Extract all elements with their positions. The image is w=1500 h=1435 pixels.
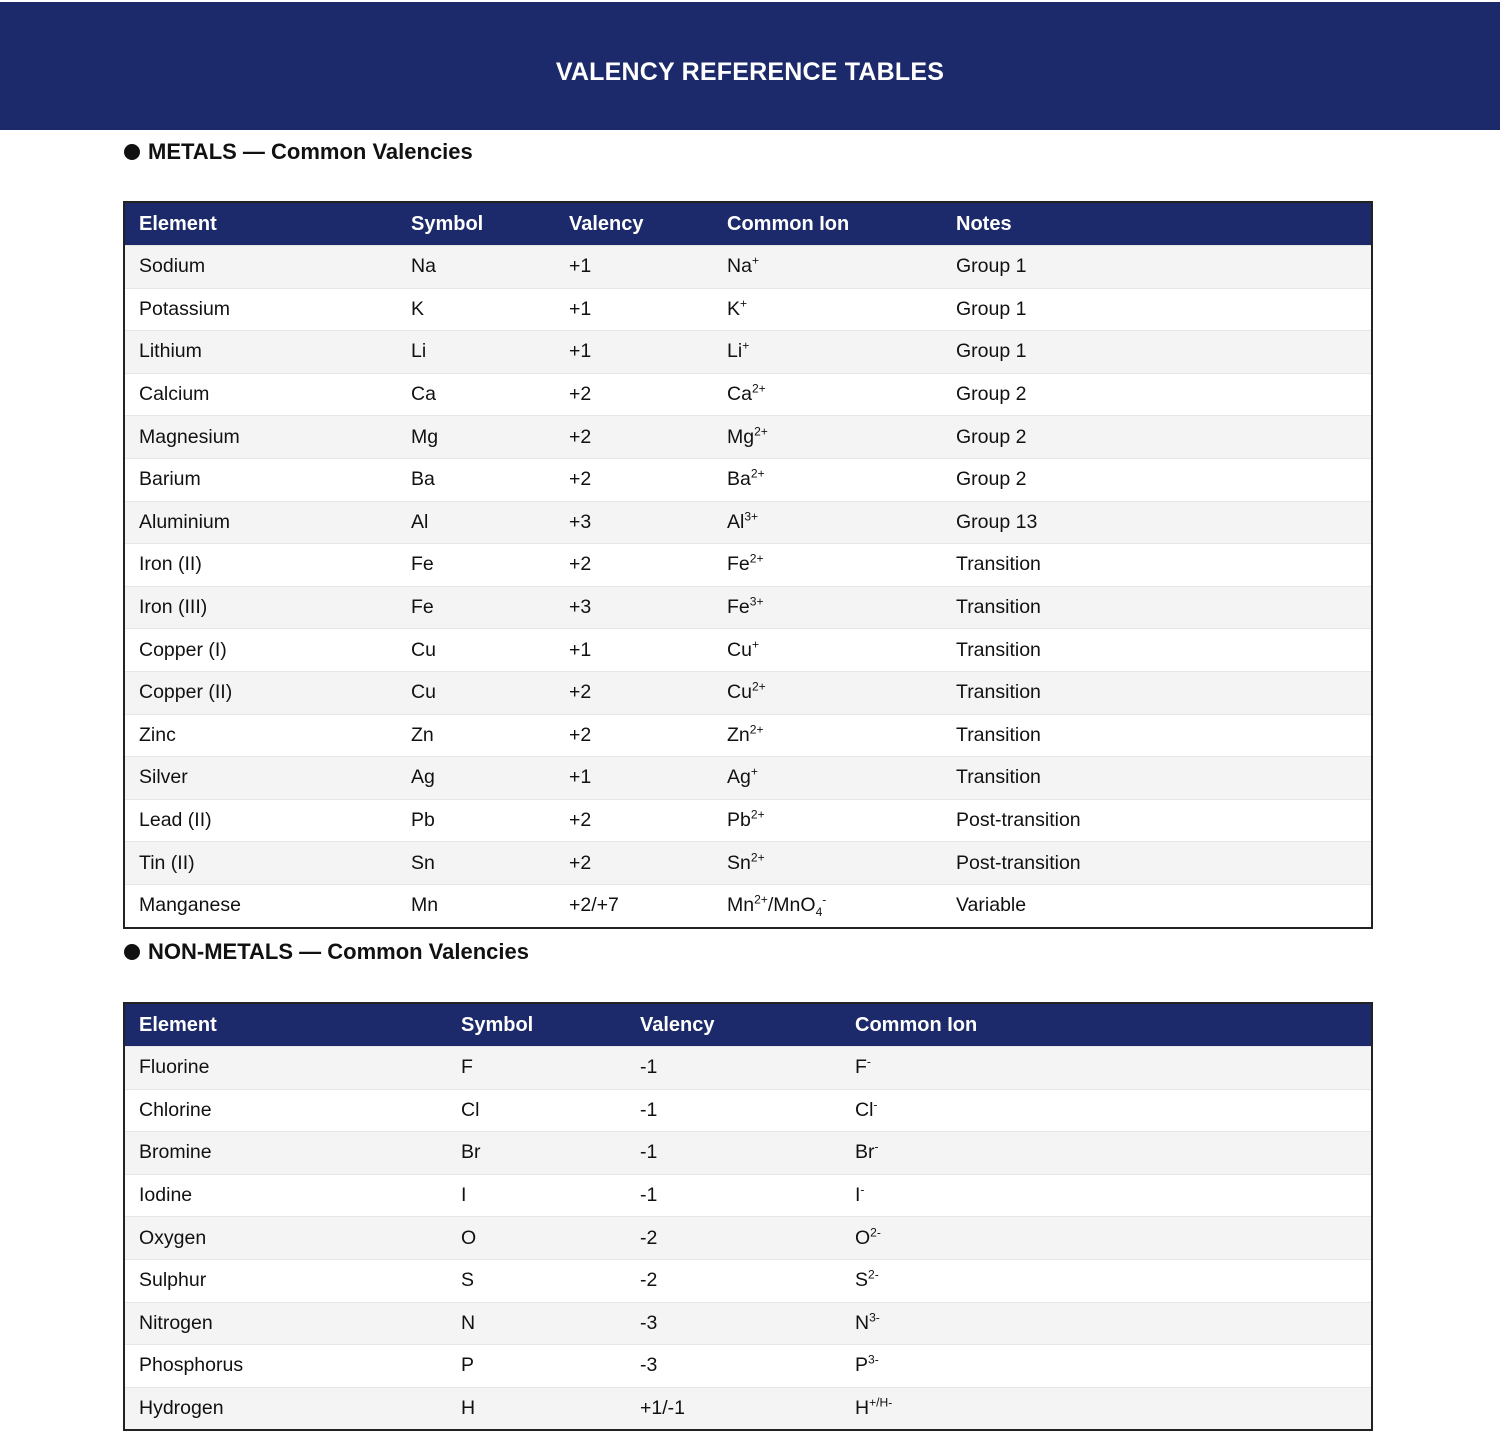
- cell-ion: $Ca^{2+}$: [713, 373, 942, 416]
- table-row: [125, 373, 1371, 416]
- column-header-common-ion: Common Ion: [713, 203, 942, 246]
- table-row: [125, 1259, 1371, 1302]
- cell-symbol: S: [447, 1259, 626, 1302]
- cell-symbol: Mg: [397, 416, 555, 459]
- column-header-element: Element: [125, 1004, 447, 1047]
- cell-valency: +1/-1: [626, 1387, 841, 1429]
- cell-ion: $Pb^{2+}$: [713, 799, 942, 842]
- table-row: [125, 1089, 1371, 1132]
- cell-element: Potassium: [125, 288, 397, 331]
- cell-valency: -1: [626, 1132, 841, 1175]
- cell-valency: +2: [555, 799, 713, 842]
- cell-notes: Post-transition: [942, 842, 1371, 885]
- cell-element: Hydrogen: [125, 1387, 447, 1429]
- column-header-common-ion: Common Ion: [841, 1004, 1371, 1047]
- cell-symbol: Pb: [397, 799, 555, 842]
- cell-element: Sulphur: [125, 1259, 447, 1302]
- cell-notes: Post-transition: [942, 799, 1371, 842]
- cell-element: Silver: [125, 757, 397, 800]
- cell-symbol: Zn: [397, 714, 555, 757]
- cell-ion: $Mn^{2+}/MnO_4^-$: [713, 884, 942, 926]
- cell-element: Copper (I): [125, 629, 397, 672]
- table-row: [125, 501, 1371, 544]
- column-header-symbol: Symbol: [397, 203, 555, 246]
- cell-symbol: I: [447, 1174, 626, 1217]
- table-row: [125, 246, 1371, 289]
- cell-element: Iron (III): [125, 586, 397, 629]
- cell-valency: +2: [555, 373, 713, 416]
- cell-ion: Br-: [841, 1132, 1371, 1175]
- nonmetals-table: [125, 1004, 1371, 1429]
- cell-ion: F-: [841, 1047, 1371, 1090]
- cell-valency: +2: [555, 458, 713, 501]
- cell-valency: +3: [555, 586, 713, 629]
- cell-element: Lithium: [125, 331, 397, 374]
- cell-ion: Na+: [713, 246, 942, 289]
- cell-ion: I-: [841, 1174, 1371, 1217]
- cell-notes: Group 1: [942, 331, 1371, 374]
- table-row: [125, 842, 1371, 885]
- table-row: [125, 1174, 1371, 1217]
- cell-ion: Li+: [713, 331, 942, 374]
- cell-notes: Variable: [942, 884, 1371, 926]
- cell-element: Tin (II): [125, 842, 397, 885]
- metals-table: [125, 203, 1371, 927]
- cell-notes: Group 1: [942, 288, 1371, 331]
- cell-valency: +2/+7: [555, 884, 713, 926]
- cell-ion: K+: [713, 288, 942, 331]
- cell-notes: Transition: [942, 671, 1371, 714]
- cell-ion: $N^{3-}$: [841, 1302, 1371, 1345]
- cell-ion: $Cu^{2+}$: [713, 671, 942, 714]
- cell-notes: Group 1: [942, 246, 1371, 289]
- table-row: [125, 671, 1371, 714]
- cell-symbol: Ca: [397, 373, 555, 416]
- cell-notes: Transition: [942, 629, 1371, 672]
- column-header-valency: Valency: [555, 203, 713, 246]
- cell-symbol: H: [447, 1387, 626, 1429]
- cell-valency: +1: [555, 246, 713, 289]
- cell-element: Barium: [125, 458, 397, 501]
- table-row: [125, 757, 1371, 800]
- cell-element: Sodium: [125, 246, 397, 289]
- cell-valency: +2: [555, 671, 713, 714]
- cell-symbol: Cl: [447, 1089, 626, 1132]
- cell-valency: +1: [555, 288, 713, 331]
- cell-valency: -3: [626, 1345, 841, 1388]
- cell-element: Chlorine: [125, 1089, 447, 1132]
- cell-element: Phosphorus: [125, 1345, 447, 1388]
- table-row: [125, 1047, 1371, 1090]
- cell-ion: $H^{+/H-}$: [841, 1387, 1371, 1429]
- title-banner: [0, 2, 1500, 130]
- cell-element: Iodine: [125, 1174, 447, 1217]
- table-row: [125, 629, 1371, 672]
- cell-valency: -1: [626, 1089, 841, 1132]
- cell-valency: +1: [555, 757, 713, 800]
- cell-ion: $P^{3-}$: [841, 1345, 1371, 1388]
- table-row: [125, 1302, 1371, 1345]
- cell-element: Zinc: [125, 714, 397, 757]
- table-row: [125, 1132, 1371, 1175]
- cell-notes: Transition: [942, 586, 1371, 629]
- cell-ion: $Sn^{2+}$: [713, 842, 942, 885]
- table-row: [125, 884, 1371, 926]
- cell-element: Aluminium: [125, 501, 397, 544]
- metals-header-row: [125, 203, 1371, 246]
- cell-ion: $S^{2-}$: [841, 1259, 1371, 1302]
- cell-valency: -2: [626, 1259, 841, 1302]
- table-row: [125, 799, 1371, 842]
- table-row: [125, 544, 1371, 587]
- cell-ion: Ag+: [713, 757, 942, 800]
- cell-symbol: Ag: [397, 757, 555, 800]
- cell-symbol: Sn: [397, 842, 555, 885]
- cell-ion: Cl-: [841, 1089, 1371, 1132]
- cell-element: Copper (II): [125, 671, 397, 714]
- cell-element: Manganese: [125, 884, 397, 926]
- cell-ion: $Al^{3+}$: [713, 501, 942, 544]
- cell-valency: -2: [626, 1217, 841, 1260]
- cell-symbol: Li: [397, 331, 555, 374]
- cell-element: Magnesium: [125, 416, 397, 459]
- cell-notes: Group 2: [942, 416, 1371, 459]
- cell-ion: Cu+: [713, 629, 942, 672]
- metals-table-container: [123, 201, 1373, 929]
- cell-valency: +1: [555, 629, 713, 672]
- cell-element: Oxygen: [125, 1217, 447, 1260]
- cell-symbol: K: [397, 288, 555, 331]
- cell-symbol: Mn: [397, 884, 555, 926]
- table-row: [125, 458, 1371, 501]
- table-row: [125, 586, 1371, 629]
- cell-valency: +2: [555, 714, 713, 757]
- cell-symbol: Br: [447, 1132, 626, 1175]
- cell-ion: $Mg^{2+}$: [713, 416, 942, 459]
- cell-notes: Group 2: [942, 373, 1371, 416]
- cell-symbol: Cu: [397, 671, 555, 714]
- cell-symbol: O: [447, 1217, 626, 1260]
- table-row: [125, 1345, 1371, 1388]
- cell-ion: $Ba^{2+}$: [713, 458, 942, 501]
- nonmetals-header-row: [125, 1004, 1371, 1047]
- cell-symbol: Ba: [397, 458, 555, 501]
- cell-notes: Group 2: [942, 458, 1371, 501]
- cell-symbol: P: [447, 1345, 626, 1388]
- cell-notes: Group 13: [942, 501, 1371, 544]
- cell-element: Iron (II): [125, 544, 397, 587]
- cell-symbol: Cu: [397, 629, 555, 672]
- table-row: [125, 1217, 1371, 1260]
- metals-section-title: [124, 138, 473, 166]
- cell-ion: $Fe^{3+}$: [713, 586, 942, 629]
- cell-element: Bromine: [125, 1132, 447, 1175]
- metals-heading: METALS — Common Valencies: [148, 139, 473, 164]
- cell-valency: -1: [626, 1174, 841, 1217]
- cell-symbol: Al: [397, 501, 555, 544]
- cell-symbol: Fe: [397, 586, 555, 629]
- cell-element: Lead (II): [125, 799, 397, 842]
- cell-valency: -1: [626, 1047, 841, 1090]
- cell-symbol: F: [447, 1047, 626, 1090]
- cell-symbol: N: [447, 1302, 626, 1345]
- nonmetals-section-title: [124, 938, 529, 966]
- table-row: [125, 288, 1371, 331]
- column-header-valency: Valency: [626, 1004, 841, 1047]
- cell-element: Fluorine: [125, 1047, 447, 1090]
- cell-valency: +2: [555, 544, 713, 587]
- nonmetals-table-container: [123, 1002, 1373, 1431]
- metals-table-body: [125, 246, 1371, 927]
- cell-ion: $O^{2-}$: [841, 1217, 1371, 1260]
- nonmetals-heading: NON-METALS — Common Valencies: [148, 939, 529, 964]
- table-row: [125, 1387, 1371, 1429]
- column-header-symbol: Symbol: [447, 1004, 626, 1047]
- table-row: [125, 714, 1371, 757]
- bullet-icon: [124, 144, 140, 160]
- column-header-notes: Notes: [942, 203, 1371, 246]
- cell-notes: Transition: [942, 714, 1371, 757]
- nonmetals-table-body: [125, 1047, 1371, 1430]
- table-row: [125, 331, 1371, 374]
- cell-ion: $Zn^{2+}$: [713, 714, 942, 757]
- cell-symbol: Fe: [397, 544, 555, 587]
- cell-element: Nitrogen: [125, 1302, 447, 1345]
- cell-valency: +2: [555, 416, 713, 459]
- table-row: [125, 416, 1371, 459]
- cell-symbol: Na: [397, 246, 555, 289]
- bullet-icon: [124, 944, 140, 960]
- page-title: VALENCY REFERENCE TABLES: [555, 57, 945, 86]
- cell-valency: +2: [555, 842, 713, 885]
- column-header-element: Element: [125, 203, 397, 246]
- cell-notes: Transition: [942, 544, 1371, 587]
- cell-notes: Transition: [942, 757, 1371, 800]
- cell-element: Calcium: [125, 373, 397, 416]
- cell-valency: +1: [555, 331, 713, 374]
- cell-ion: $Fe^{2+}$: [713, 544, 942, 587]
- cell-valency: -3: [626, 1302, 841, 1345]
- cell-valency: +3: [555, 501, 713, 544]
